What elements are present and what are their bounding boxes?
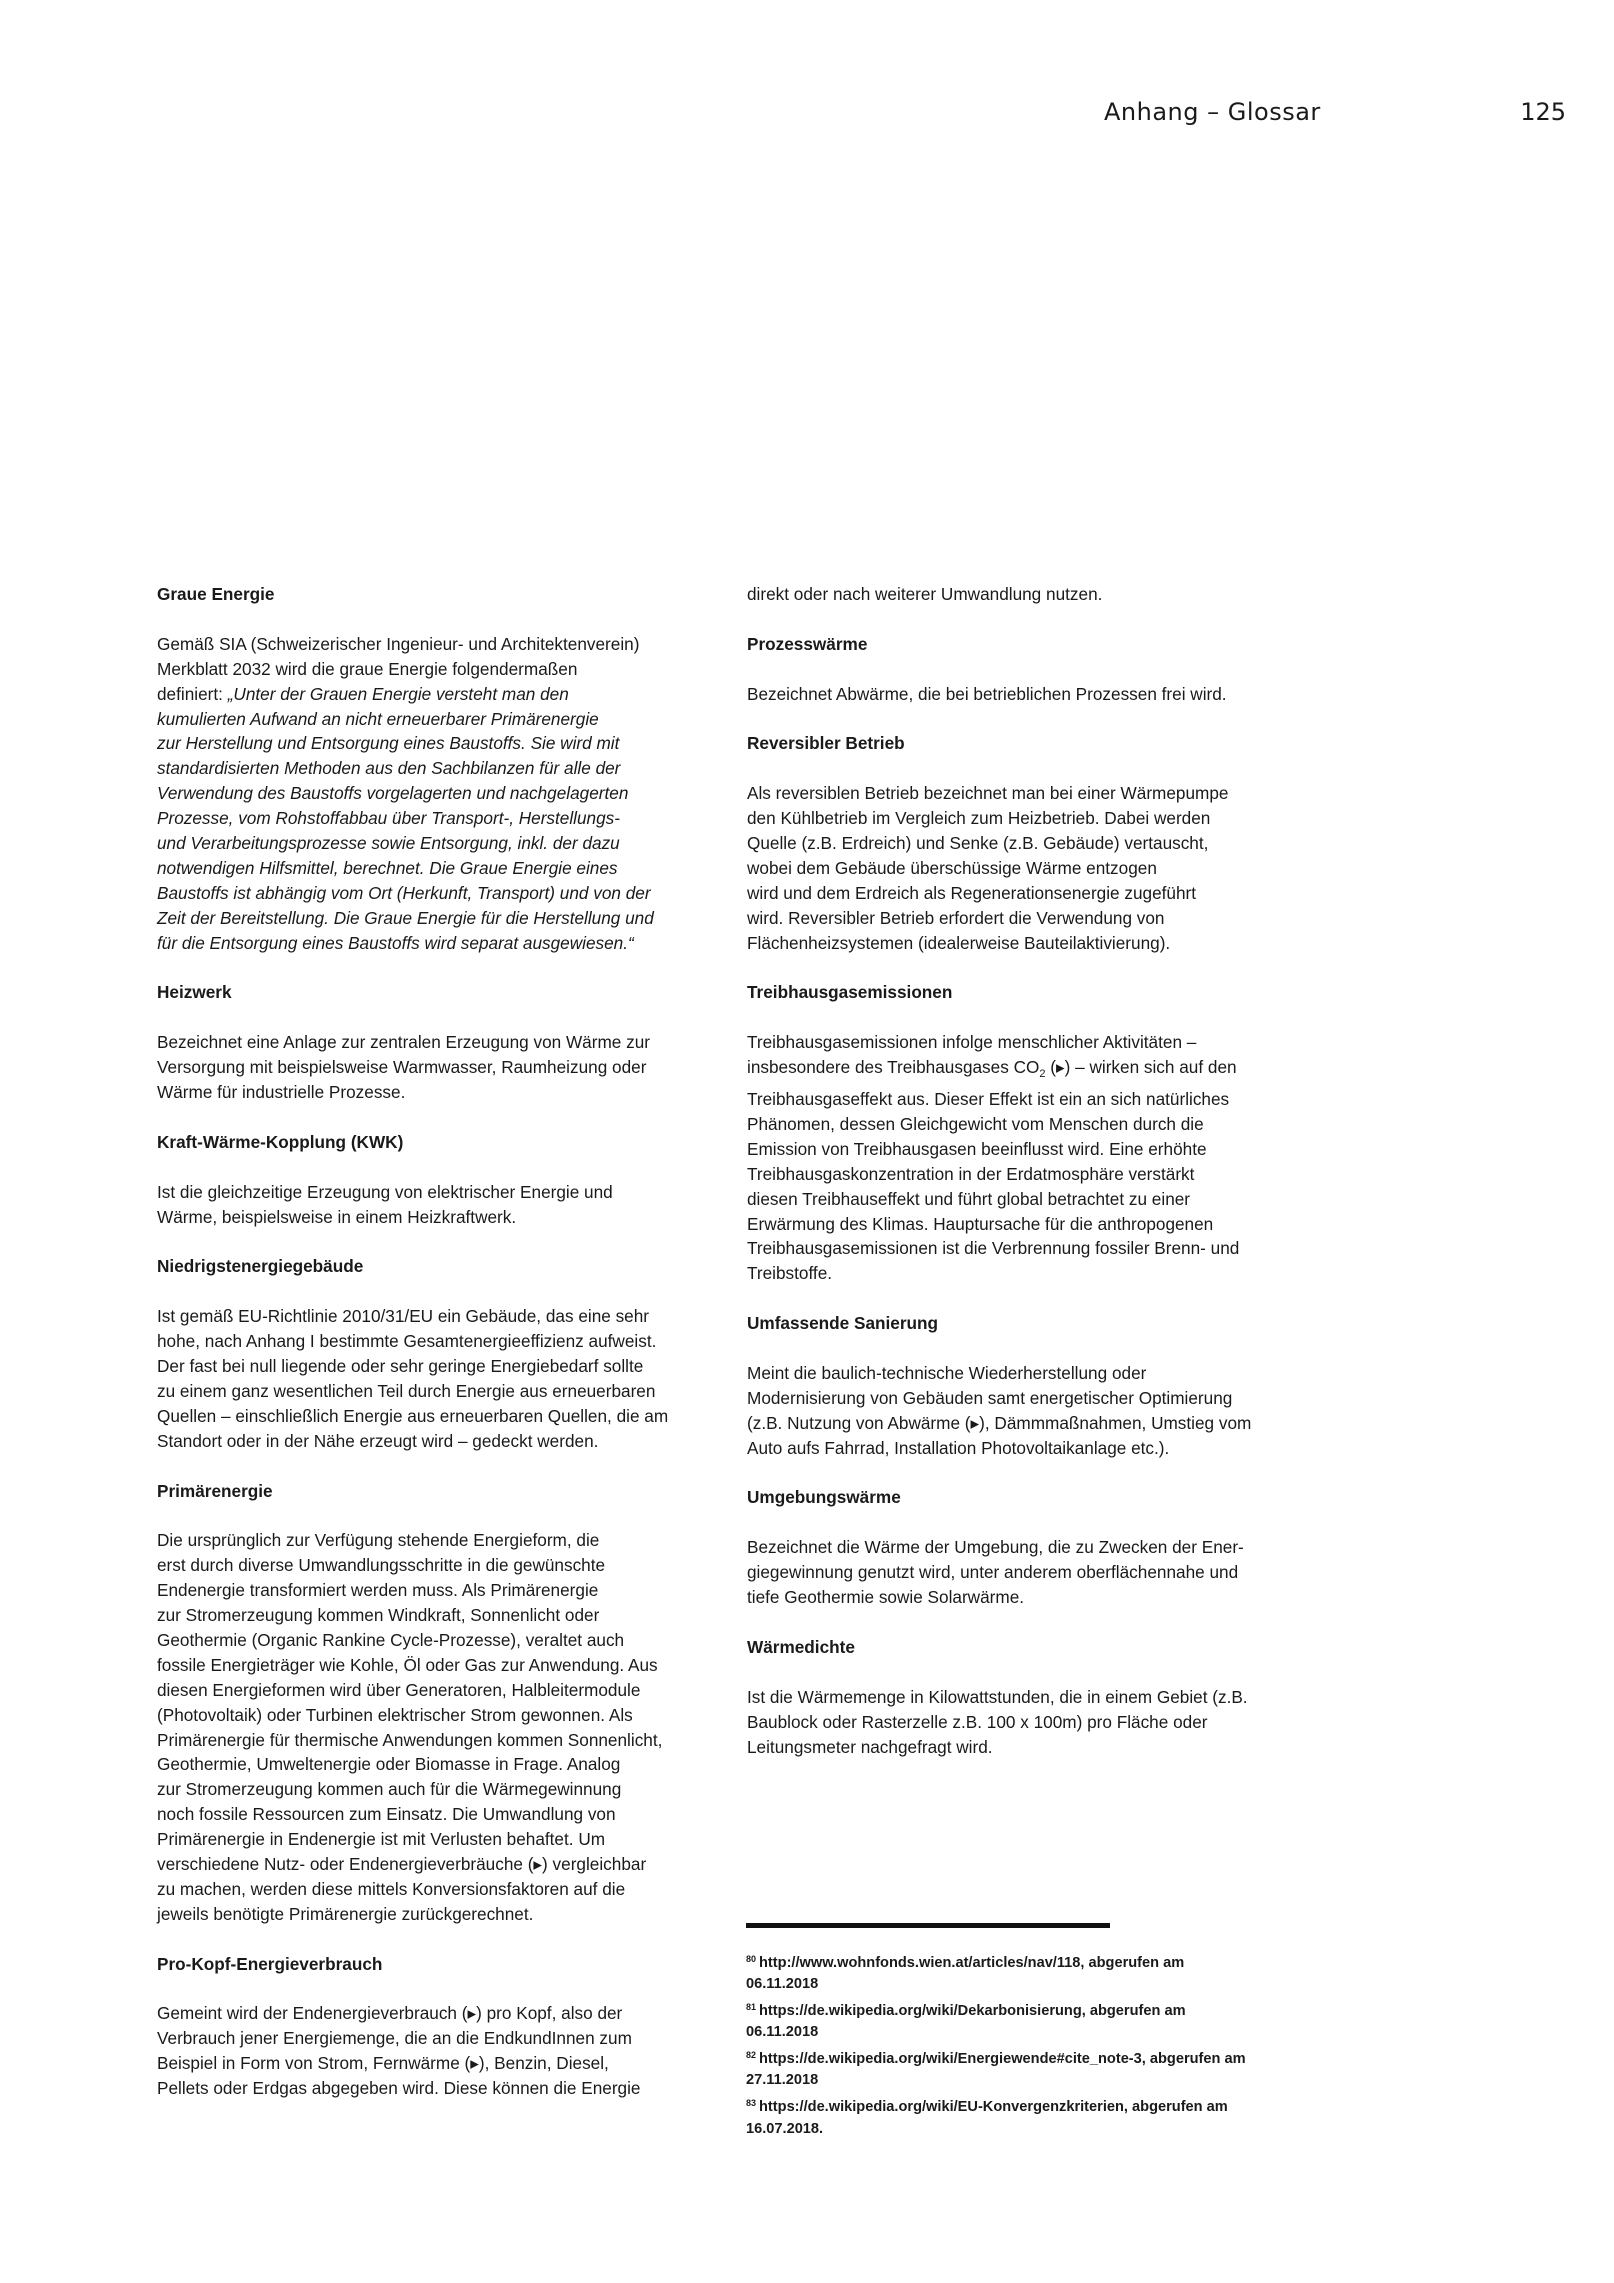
glossary-entry <box>747 1485 1302 1610</box>
footnote <box>746 1949 1326 1996</box>
footnote <box>746 2045 1326 2092</box>
subscript: 2 <box>1039 1068 1046 1081</box>
footnotes <box>746 1949 1326 2141</box>
footnote <box>746 2093 1326 2140</box>
entry-body: Als reversiblen Betrieb bezeichnet man bei einer Wärmepumpe den Kühlbetrieb im Vergleich zum Heizbetrieb. Dabei werden Quelle (z.B. Erdreich) und Senke (z.B. Gebäude) vertauscht, wobei dem Gebäude überschüssige Wärme entzogen wird und dem Erdreich als Regenerationsenergie zugeführt wird. Reversibler Betrieb erfordert die Verwendung von Flächenheizsystemen (idealerweise Bauteilaktivierung). <box>747 783 1229 953</box>
glossary-entry <box>747 1311 1302 1460</box>
entry-title: Reversibler Betrieb <box>747 733 905 754</box>
footnote-number: 81 <box>746 2002 757 2013</box>
entry-body-plain: Gemäß SIA (Schweizerischer Ingenieur- und Architektenverein) Merkblatt 2032 wird die graue Energie folgendermaßen definiert: <box>157 633 640 704</box>
glossary-entry <box>157 1254 722 1453</box>
entry-title: Umfassende Sanierung <box>747 1313 939 1334</box>
entry-title: Umgebungswärme <box>747 1487 901 1508</box>
entry-body-line: (▸) – wirken sich auf den <box>1045 1057 1237 1078</box>
entry-title: Niedrigstenergiegebäude <box>157 1256 364 1277</box>
glossary-entry <box>747 632 1302 707</box>
glossary-entry <box>747 731 1302 955</box>
entry-body-line: insbesondere des Treibhausgases CO <box>747 1057 1040 1078</box>
left-column <box>157 582 722 2126</box>
footnote-rule <box>746 1923 1110 1928</box>
entry-title: Kraft-Wärme-Kopplung (KWK) <box>157 1131 404 1152</box>
glossary-entry <box>747 1635 1302 1760</box>
glossary-entry <box>157 980 722 1105</box>
glossary-entry <box>157 1952 722 2101</box>
entry-body: Bezeichnet Abwärme, die bei betrieblichen Prozessen frei wird. <box>747 683 1227 704</box>
entry-body: Ist gemäß EU-Richtlinie 2010/31/EU ein Gebäude, das eine sehr hohe, nach Anhang I bestimmte Gesamtenergieeffizienz aufweist. Der fast bei null liegende oder sehr geringe Energiebedarf sollte zu einem ganz wesentlichen Teil durch Energie aus erneuerbaren Quellen – einschließlich Energie aus erneuerbaren Quellen, die am Standort oder in der Nähe erzeugt wird – gedeckt werden. <box>157 1306 669 1451</box>
entry-title: Prozesswärme <box>747 633 868 654</box>
entry-body: Die ursprünglich zur Verfügung stehende Energieform, die erst durch diverse Umwandlungsschritte in die gewünschte Endenergie transformiert werden muss. Als Primärenergie zur Stromerzeugung kommen Windkraft, Sonnenlicht oder Geothermie (Organic Rankine Cycle-Prozesse), veraltet auch fossile Energieträger wie Kohle, Öl oder Gas zur Anwendung. Aus diesen Energieformen wird über Generatoren, Halbleitermodule (Photovoltaik) oder Turbinen elektrischer Strom gewonnen. Als Primärenergie für thermische Anwendungen kommen Sonnenlicht, Geothermie, Umweltenergie oder Biomasse in Frage. Analog zur Stromerzeugung kommen auch für die Wärmegewinnung noch fossile Ressourcen zum Einsatz. Die Umwandlung von Primärenergie in Endenergie ist mit Verlusten behaftet. Um verschiedene Nutz- oder Endenergieverbräuche (▸) vergleichbar zu machen, werden diese mittels Konversionsfaktoren auf die jeweils benötigte Primärenergie zurückgerechnet. <box>157 1530 663 1924</box>
glossary-entry <box>747 980 1302 1286</box>
entry-title: Wärmedichte <box>747 1636 855 1657</box>
entry-body: Meint die baulich-technische Wiederherstellung oder Modernisierung von Gebäuden samt energetischer Optimierung (z.B. Nutzung von Abwärme (▸), Dämmmaßnahmen, Umstieg vom Auto aufs Fahrrad, Installation Photovoltaikanlage etc.). <box>747 1362 1252 1458</box>
entry-body-rest: Treibhausgaseffekt aus. Dieser Effekt ist ein an sich natürliches Phänomen, dessen Gleichgewicht vom Menschen durch die Emission von Treibhausgasen beeinflusst wird. Eine erhöhte Treibhausgaskonzentration in der Erdatmosphäre verstärkt diesen Treibhauseffekt und führt global betrachtet zu einer Erwärmung des Klimas. Hauptursache für die anthropogenen Treibhausgasemissionen ist die Verbrennung fossiler Brenn- und Treibstoffe. <box>747 1089 1240 1284</box>
footnote-text[interactable]: https://de.wikipedia.org/wiki/EU-Konvergenzkriterien, abgerufen am 16.07.2018. <box>746 2099 1228 2137</box>
footnote <box>746 1997 1326 2044</box>
footnote-text[interactable]: https://de.wikipedia.org/wiki/Dekarbonisierung, abgerufen am 06.11.2018 <box>746 2003 1186 2041</box>
entry-title: Pro-Kopf-Energieverbrauch <box>157 1953 383 1974</box>
entry-body: Ist die Wärmemenge in Kilowattstunden, die in einem Gebiet (z.B. Baublock oder Rasterzelle z.B. 100 x 100m) pro Fläche oder Leitungsmeter nachgefragt wird. <box>747 1686 1248 1757</box>
entry-title: Heizwerk <box>157 982 232 1003</box>
entry-body <box>157 632 722 956</box>
footnote-text[interactable]: https://de.wikipedia.org/wiki/Energiewende#cite_note-3, abgerufen am 27.11.2018 <box>746 2051 1246 2089</box>
footnote-number: 80 <box>746 1954 757 1964</box>
entry-body: Gemeint wird der Endenergieverbrauch (▸) pro Kopf, also der Verbrauch jener Energiemenge, die an die EndkundInnen zum Beispiel in Form von Strom, Fernwärme (▸), Benzin, Diesel, Pellets oder Erdgas abgegeben wird. Diese können die Energie <box>157 2003 641 2099</box>
glossary-entry <box>157 1130 722 1230</box>
entry-continuation: direkt oder nach weiterer Umwandlung nutzen. <box>747 584 1103 604</box>
entry-body: Bezeichnet eine Anlage zur zentralen Erzeugung von Wärme zur Versorgung mit beispielsweise Warmwasser, Raumheizung oder Wärme für industrielle Prozesse. <box>157 1032 650 1103</box>
entry-title: Treibhausgasemissionen <box>747 982 953 1003</box>
entry-title: Primärenergie <box>157 1480 273 1501</box>
entry-title: Graue Energie <box>157 584 275 604</box>
footnote-text[interactable]: http://www.wohnfonds.wien.at/articles/nav/118, abgerufen am 06.11.2018 <box>746 1955 1185 1993</box>
entry-body-quote: „Unter der Grauen Energie versteht man den kumulierten Aufwand an nicht erneuerbarer Primärenergie zur Herstellung und Entsorgung eines Baustoffs. Sie wird mit standardisierten Methoden aus den Sachbilanzen für alle der Verwendung des Baustoffs vorgelagerten und nachgelagerten Prozesse, vom Rohstoffabbau über Transport-, Herstellungs- und Verarbeitungsprozesse sowie Entsorgung, inkl. der dazu notwendigen Hilfsmittel, berechnet. Die Graue Energie eines Baustoffs ist abhängig vom Ort (Herkunft, Transport) und von der Zeit der Bereitstellung. Die Graue Energie für die Herstellung und für die Entsorgung eines Baustoffs wird separat ausgewiesen.“ <box>157 683 654 953</box>
page-number: 125 <box>1520 98 1566 126</box>
entry-body-line: Treibhausgasemissionen infolge menschlicher Aktivitäten – <box>747 1032 1197 1053</box>
footnote-number: 82 <box>746 2050 757 2061</box>
glossary-entry <box>157 582 722 956</box>
footnote-number: 83 <box>746 2098 757 2109</box>
glossary-entry <box>157 1479 722 1927</box>
entry-body <box>747 1030 1302 1286</box>
entry-body: Ist die gleichzeitige Erzeugung von elektrischer Energie und Wärme, beispielsweise in einem Heizkraftwerk. <box>157 1181 613 1227</box>
running-head: Anhang – Glossar <box>1104 98 1321 126</box>
entry-body: Bezeichnet die Wärme der Umgebung, die zu Zwecken der Ener- giegewinnung genutzt wird, unter anderem oberflächennahe und tiefe Geothermie sowie Solarwärme. <box>747 1537 1244 1608</box>
right-column <box>747 582 1302 1784</box>
